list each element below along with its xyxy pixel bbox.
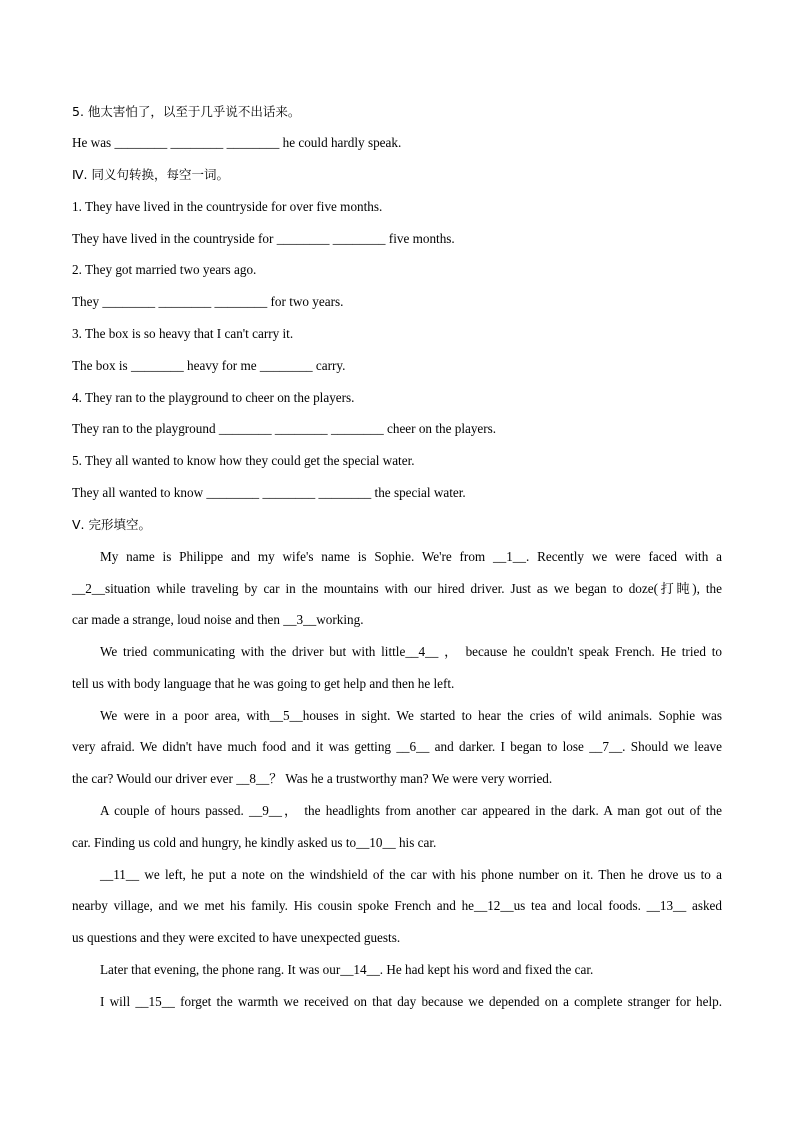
s4-item-5-rewrite: They all wanted to know ________ ________ ________ the special water. [72, 485, 466, 500]
section-5-heading: Ⅴ. 完形填空。 [72, 517, 151, 532]
cloze-line-9: A couple of hours passed. __9__， the headlights from another car appeared in the dark. A man got out of the [100, 803, 722, 818]
cloze-line-13: us questions and they were excited to have unexpected guests. [72, 930, 401, 945]
cloze-line-15: I will __15__ forget the warmth we received on that day because we depended on a complete stranger for help. [100, 994, 722, 1009]
s4-item-5-original: 5. They all wanted to know how they could get the special water. [72, 453, 415, 468]
s4-item-1-original: 1. They have lived in the countryside for over five months. [72, 199, 383, 214]
s4-item-4-original: 4. They ran to the playground to cheer on the players. [72, 390, 355, 405]
s4-item-3-rewrite: The box is ________ heavy for me ________ carry. [72, 358, 346, 373]
cloze-line-4: We tried communicating with the driver but with little__4__ ， because he couldn't speak French. He tried to [100, 644, 722, 659]
cloze-line-10: car. Finding us cold and hungry, he kindly asked us to__10__ his car. [72, 835, 437, 850]
cloze-line-3: car made a strange, loud noise and then __3__working. [72, 612, 364, 627]
s4-item-3-original: 3. The box is so heavy that I can't carry it. [72, 326, 294, 341]
s4-item-2-rewrite: They ________ ________ ________ for two years. [72, 294, 344, 309]
cloze-line-6: We were in a poor area, with__5__houses in sight. We started to hear the cries of wild animals. Sophie was [100, 708, 722, 723]
cloze-line-14: Later that evening, the phone rang. It was our__14__. He had kept his word and fixed the car. [100, 962, 594, 977]
s4-item-2-original: 2. They got married two years ago. [72, 262, 257, 277]
cloze-line-2: __2__situation while traveling by car in the mountains with our hired driver. Just as we began to doze(打盹), the [72, 581, 722, 596]
cloze-line-11: __11__ we left, he put a note on the windshield of the car with his phone number on it. Then he drove us to a [100, 867, 722, 882]
cloze-line-8: the car? Would our driver ever __8__？ Was he a trustworthy man? We were very worried. [72, 771, 553, 786]
cloze-line-5: tell us with body language that he was going to get help and then he left. [72, 676, 455, 691]
cloze-line-1: My name is Philippe and my wife's name is Sophie. We're from __1__. Recently we were faced with a [100, 549, 722, 564]
translation-q5-prompt: 5. 他太害怕了，以至于几乎说不出话来。 [72, 104, 301, 119]
s4-item-4-rewrite: They ran to the playground ________ ________ ________ cheer on the players. [72, 421, 497, 436]
translation-q5-answer: He was ________ ________ ________ he could hardly speak. [72, 135, 402, 150]
section-4-heading: Ⅳ. 同义句转换，每空一词。 [72, 167, 229, 182]
cloze-line-7: very afraid. We didn't have much food and it was getting __6__ and darker. I began to lose __7__. Should we leave [72, 739, 722, 754]
s4-item-1-rewrite: They have lived in the countryside for ________ ________ five months. [72, 231, 455, 246]
cloze-line-12: nearby village, and we met his family. His cousin spoke French and he__12__us tea and local foods. __13__ asked [72, 898, 722, 913]
